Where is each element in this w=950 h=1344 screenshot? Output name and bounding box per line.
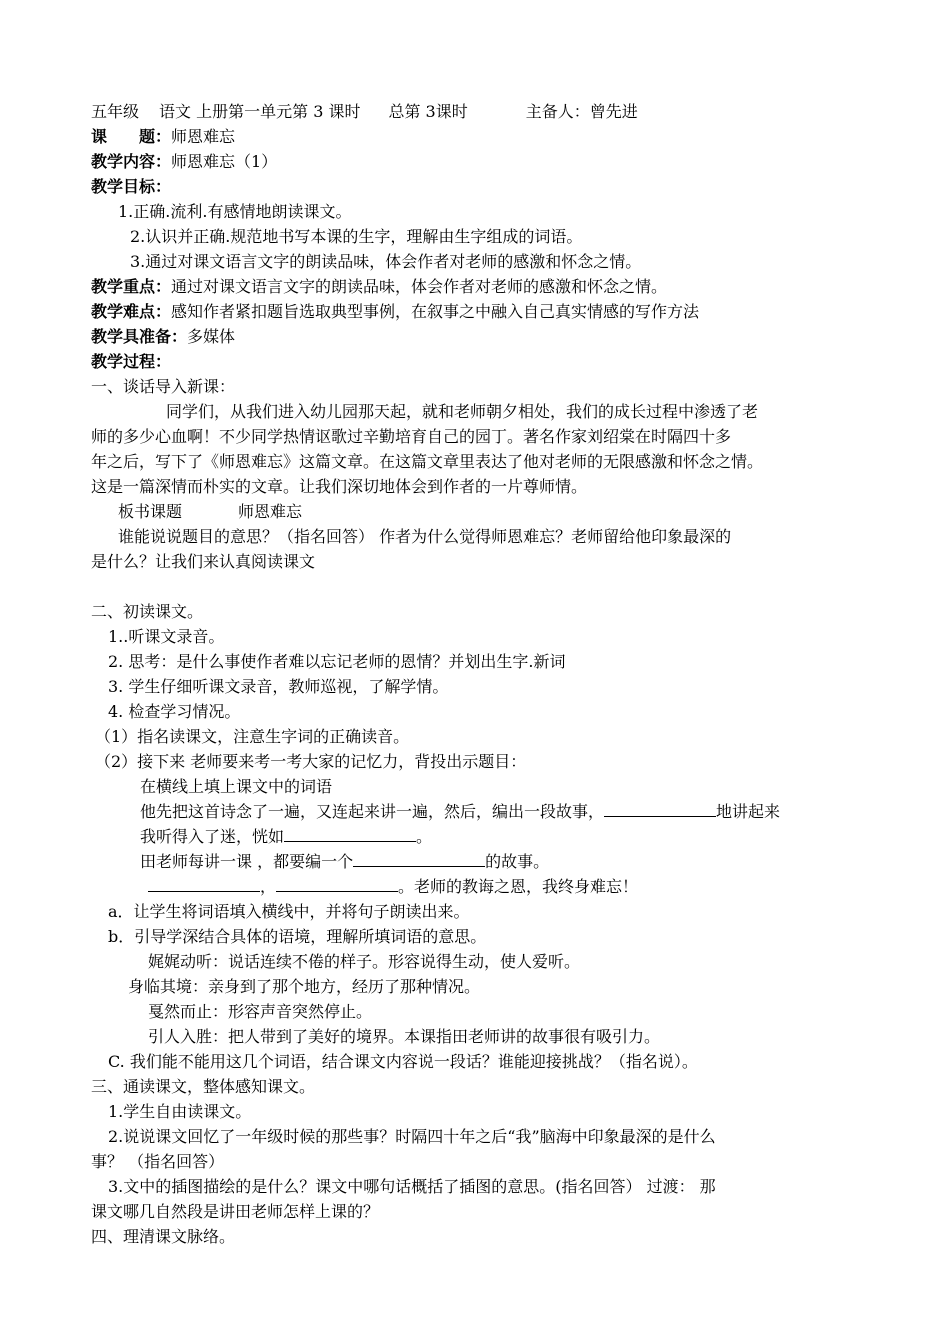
content-value: 师恩难忘（1） (171, 152, 278, 171)
step-item: 2. 思考：是什么事使作者难以忘记老师的恩情？并划出生字.新词 (108, 652, 566, 671)
difficulty-label: 教学难点： (91, 302, 172, 321)
content-line (91, 151, 277, 173)
intro-paragraph-line: 年之后，写下了《师恩难忘》这篇文章。在这篇文章里表达了他对老师的无限感激和怀念之情。 (91, 452, 764, 471)
fill-text: 。 (416, 827, 433, 846)
section-2-title: 二、初读课文。 (91, 602, 204, 621)
question-line: 是什么？让我们来认真阅读课文 (91, 552, 316, 571)
board-title-line (118, 501, 302, 523)
word-definition: 引人入胜：把人带到了美好的境界。本课指田老师讲的故事很有吸引力。 (148, 1027, 661, 1046)
step-item: 3.文中的插图描绘的是什么？课文中哪句话概括了插图的意思。(指名回答） 过渡： 那 (108, 1177, 716, 1196)
section-4-title: 四、理清课文脉络。 (91, 1227, 236, 1246)
section-1-title: 一、谈话导入新课： (91, 377, 236, 396)
fill-text: 的故事。 (485, 852, 550, 871)
step-item: 2.说说课文回忆了一年级时候的那些事？时隔四十年之后“我”脑海中印象最深的是什么 (108, 1127, 716, 1146)
header-line (91, 101, 638, 123)
key-point-line (91, 276, 667, 298)
question-line: 谁能说说题目的意思？（指名回答） 作者为什么觉得师恩难忘？老师留给他印象最深的 (118, 527, 732, 546)
activity-c: C. 我们能不能用这几个词语，结合课文内容说一段话？谁能迎接挑战？（指名说）。 (108, 1052, 698, 1071)
sub-step: （1）指名读课文，注意生字词的正确读音。 (95, 727, 410, 746)
prep-line (91, 326, 235, 348)
activity-b: b．引导学深结合具体的语境，理解所填词语的意思。 (108, 927, 487, 946)
header-grade: 五年级 (91, 102, 140, 121)
step-item-cont: 事？ （指名回答） (91, 1152, 225, 1171)
header-total: 总第 3课时 (388, 102, 468, 121)
fill-text: 我听得入了迷，恍如 (140, 827, 285, 846)
fill-blank (276, 876, 398, 892)
step-item: 3. 学生仔细听课文录音，教师巡视，了解学情。 (108, 677, 449, 696)
topic-value: 师恩难忘 (171, 127, 236, 146)
header-preparer: 主备人：曾先进 (525, 102, 638, 121)
sub-step: （2）接下来 老师要来考一考大家的记忆力，背投出示题目： (95, 752, 527, 771)
intro-paragraph-line: 师的多少心血啊！不少同学热情讴歌过辛勤培育自己的园丁。著名作家刘绍棠在时隔四十多 (91, 427, 732, 446)
fill-sentence (140, 801, 780, 823)
prep-value: 多媒体 (187, 327, 236, 346)
fill-sentence (140, 851, 549, 873)
intro-paragraph-line: 这是一篇深情而朴实的文章。让我们深切地体会到作者的一片尊师情。 (91, 477, 588, 496)
fill-text: 地讲起来 (716, 802, 781, 821)
fill-blank (284, 826, 416, 842)
board-title: 师恩难忘 (238, 502, 303, 521)
topic-label: 课 题： (91, 127, 172, 146)
section-3-title: 三、通读课文，整体感知课文。 (91, 1077, 316, 1096)
fill-blank (148, 876, 260, 892)
board-label: 板书课题 (118, 502, 183, 521)
process-label: 教学过程： (91, 352, 172, 371)
word-definition: 娓娓动听：说话连续不倦的样子。形容说得生动，使人爱听。 (148, 952, 581, 971)
step-item: 1.学生自由读课文。 (108, 1102, 252, 1121)
content-label: 教学内容： (91, 152, 172, 171)
fill-text: 田老师每讲一课 ，都要编一个 (140, 852, 354, 871)
word-definition: 身临其境：亲身到了那个地方，经历了那种情况。 (128, 977, 481, 996)
goals-label: 教学目标： (91, 177, 172, 196)
step-item-cont: 课文哪几自然段是讲田老师怎样上课的？ (91, 1202, 380, 1221)
fill-instruction: 在横线上填上课文中的词语 (140, 777, 333, 796)
fill-blank (353, 851, 485, 867)
fill-text: ， (260, 877, 277, 896)
difficulty-line (91, 301, 699, 323)
activity-a: a．让学生将词语填入横线中，并将句子朗读出来。 (108, 902, 470, 921)
goal-item: 2.认识并正确.规范地书写本课的生字，理解由生字组成的词语。 (130, 227, 583, 246)
fill-sentence (148, 876, 638, 898)
topic-line (91, 126, 235, 148)
fill-blank (604, 801, 716, 817)
fill-text: 他先把这首诗念了一遍，又连起来讲一遍，然后，编出一段故事， (140, 802, 605, 821)
prep-label: 教学具准备： (91, 327, 188, 346)
word-definition: 戛然而止：形容声音突然停止。 (148, 1002, 373, 1021)
fill-sentence (140, 826, 432, 848)
header-subject: 语文 上册第一单元第 3 课时 (159, 102, 361, 121)
key-point-label: 教学重点： (91, 277, 172, 296)
difficulty-value: 感知作者紧扣题旨选取典型事例，在叙事之中融入自己真实情感的写作方法 (171, 302, 700, 321)
intro-paragraph-line: 同学们，从我们进入幼儿园那天起，就和老师朝夕相处，我们的成长过程中渗透了老 (166, 402, 759, 421)
fill-text: 。老师的教诲之恩，我终身难忘！ (398, 877, 639, 896)
key-point-value: 通过对课文语言文字的朗读品味，体会作者对老师的感激和怀念之情。 (171, 277, 668, 296)
step-item: 4. 检查学习情况。 (108, 702, 241, 721)
step-item: 1..听课文录音。 (108, 627, 225, 646)
goal-item: 3.通过对课文语言文字的朗读品味，体会作者对老师的感激和怀念之情。 (130, 252, 642, 271)
goal-item: 1.正确.流利.有感情地朗读课文。 (118, 202, 352, 221)
